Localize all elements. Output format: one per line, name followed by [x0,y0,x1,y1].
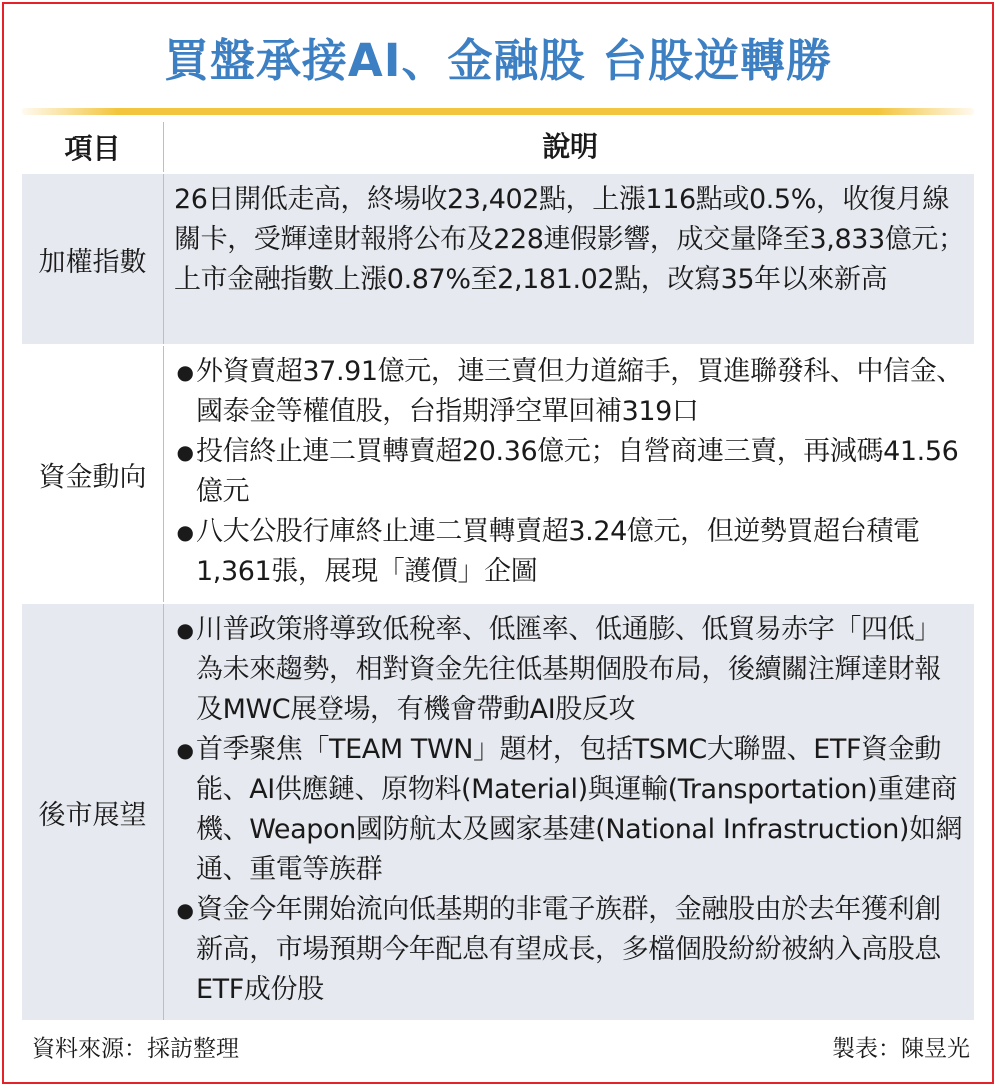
header-desc: 說明 [542,130,598,163]
bullet-item [174,890,966,1010]
row-item-label: 加權指數 [22,174,164,344]
table-row [22,344,974,602]
bullet-text: 資金今年開始流向低基期的非電子族群，金融股由於去年獲利創新高，市場預期今年配息有望成長，多檔個股紛紛被納入高股息ETF成份股 [196,894,941,1005]
bullet-dot-icon: ● [176,360,194,384]
bullet-item [174,352,966,432]
bullet-text: 川普政策將導致低稅率、低匯率、低通膨、低貿易赤字「四低」為未來趨勢，相對資金先往低基期個股布局，後續關注輝達財報及MWC展登場，有機會帶動AI股反攻 [196,614,941,725]
bullet-dot-icon: ● [176,898,194,922]
row-description [164,346,974,602]
row-item-label: 資金動向 [22,346,164,602]
bullet-text: 投信終止連二買轉賣超20.36億元；自營商連三賣，再減碼41.56億元 [196,436,959,507]
bullet-item [174,512,966,592]
row-description [164,604,974,1020]
page-title: 買盤承接AI、金融股 台股逆轉勝 [163,34,833,87]
bullet-dot-icon: ● [176,440,194,464]
bullet-item [174,730,966,890]
source-note: 資料來源：採訪整理 [32,1036,239,1062]
bullet-dot-icon: ● [176,520,194,544]
bullet-dot-icon: ● [176,618,194,642]
table-row [22,172,974,344]
bullet-item [174,610,966,730]
row-item-label: 後市展望 [22,604,164,1020]
bullet-text: 外資賣超37.91億元，連三賣但力道縮手，買進聯發科、中信金、國泰金等權值股，台指期淨空單回補319口 [196,356,963,427]
credit-note: 製表：陳昱光 [832,1036,970,1062]
table-header-row [22,122,974,172]
row-description: 26日開低走高，終場收23,402點，上漲116點或0.5%，收復月線關卡，受輝達財報將公布及228連假影響，成交量降至3,833億元；上市金融指數上漲0.87%至2,181.02點，改寫35年以來新高 [174,184,965,295]
table-row [22,602,974,1020]
header-item: 項目 [22,122,164,172]
bullet-text: 八大公股行庫終止連二買轉賣超3.24億元，但逆勢買超台積電1,361張，展現「護價」企圖 [196,516,920,587]
bullet-item [174,432,966,512]
bullet-text: 首季聚焦「TEAM TWN」題材，包括TSMC大聯盟、ETF資金動能、AI供應鏈、原物料(Material)與運輸(Transportation)重建商機、Weapon國防航太及國家基建(National Infrastruction)如網通、重電等族群 [196,734,963,885]
bullet-dot-icon: ● [176,738,194,762]
title-divider [22,108,974,115]
info-table [22,122,974,1020]
